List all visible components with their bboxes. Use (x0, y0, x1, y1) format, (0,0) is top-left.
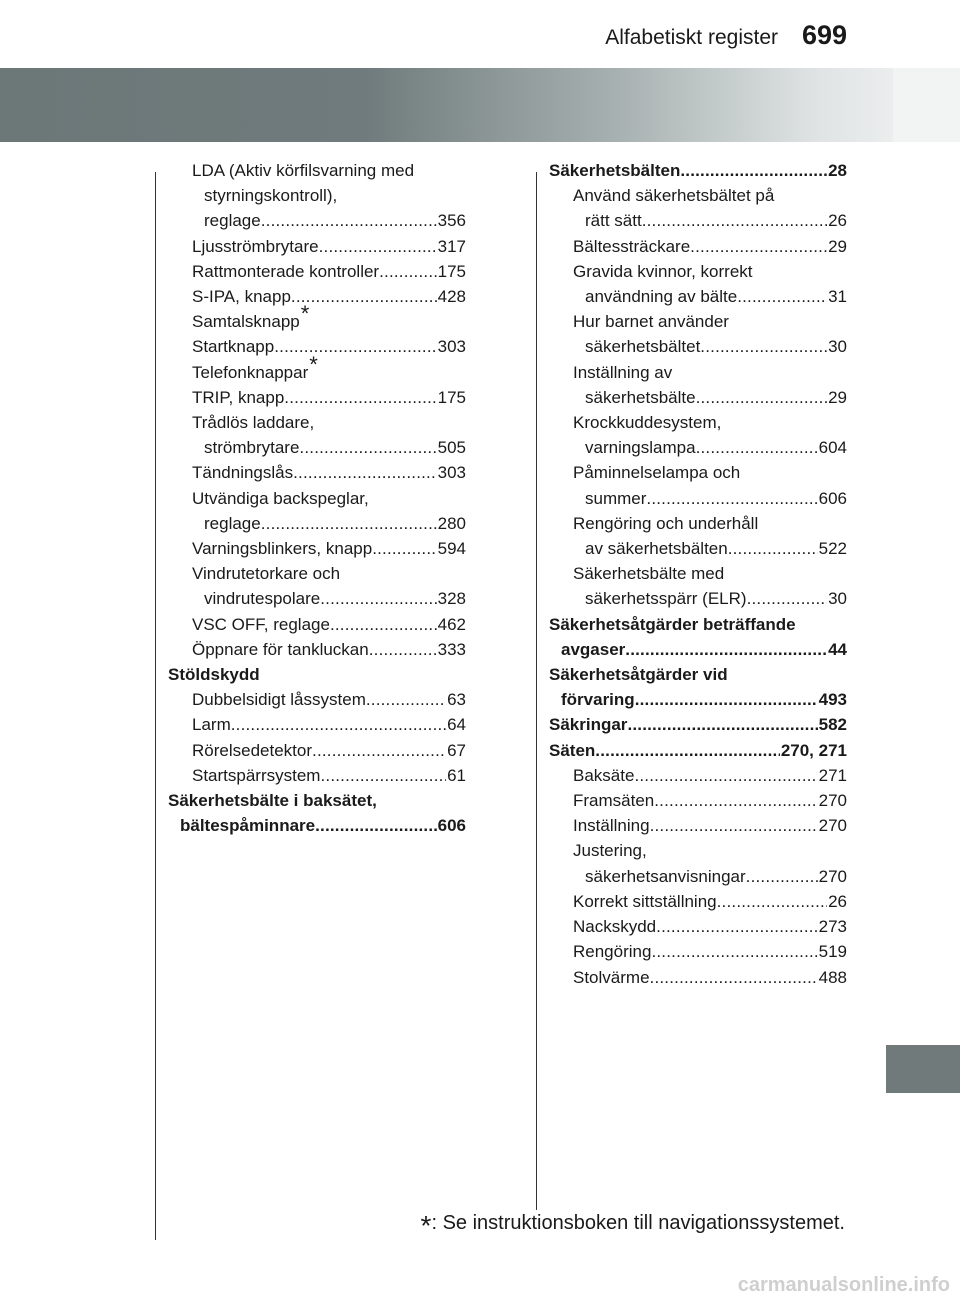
dot-leader (274, 334, 436, 359)
dot-leader (372, 536, 436, 561)
footnote-marker: * (309, 351, 318, 377)
index-page-ref: 44 (828, 639, 847, 659)
index-entry-text: LDA (Aktiv körfilsvarning med (192, 161, 415, 180)
index-entry-oppn (168, 637, 466, 662)
index-entry-text: Rengöring (573, 942, 652, 962)
index-page-ref: 67 (447, 740, 466, 760)
index-entry-ljus (168, 234, 466, 259)
index-entry-dubb (168, 687, 466, 712)
page-title: Alfabetiskt register (605, 26, 778, 49)
dot-leader (319, 234, 437, 259)
footnote-star: * (420, 1210, 432, 1241)
index-entry-text: Trådlös laddare, (192, 413, 315, 433)
dot-leader (320, 763, 446, 788)
dot-leader (293, 460, 437, 485)
index-page-ref: 270 (818, 816, 847, 836)
dot-leader (595, 738, 780, 763)
index-page-ref: 64 (447, 715, 466, 735)
index-page-ref: 61 (447, 765, 466, 785)
index-entry-text: Säkringar (549, 715, 628, 735)
index-entry-text: Samtalsknapp (192, 312, 300, 332)
index-entry-text: av säkerhetsbälten (585, 539, 728, 559)
index-entry-text: summer (585, 488, 647, 508)
index-entry-text: rätt sätt (585, 211, 642, 231)
index-entry-text: Gravida kvinnor, korrekt (573, 261, 753, 281)
index-page-ref: 303 (437, 337, 466, 357)
index-page-ref: 31 (828, 287, 847, 307)
index-entry-text: Rörelsedetektor (192, 740, 313, 760)
index-entry-text: Stöldskydd (168, 665, 260, 685)
index-page-ref: 428 (437, 287, 466, 307)
index-column-left (168, 158, 466, 838)
index-entry-pamin (549, 460, 847, 510)
index-entry-text: Påminnelselampa och (573, 463, 741, 483)
index-entry-text: Säkerhetsåtgärder vid (549, 665, 728, 685)
index-entry-text: säkerhetsanvisningar (585, 866, 746, 886)
dot-leader (261, 511, 437, 536)
index-page-ref: 280 (437, 513, 466, 533)
index-column-right (549, 158, 847, 990)
index-entry-sakbak (168, 788, 466, 838)
index-page-ref: 356 (437, 211, 466, 231)
dot-leader (625, 637, 827, 662)
index-entry-sakatg1 (549, 612, 847, 662)
index-entry-startsp (168, 763, 466, 788)
index-entry-text: reglage (204, 513, 261, 533)
column-divider-rule (536, 172, 537, 1210)
index-page-ref: 29 (828, 236, 847, 256)
index-entry-sipa (168, 284, 466, 309)
index-entry-text: styrningskontroll), (204, 186, 338, 206)
index-page-ref: 175 (437, 261, 466, 281)
dot-leader (650, 965, 818, 990)
index-entry-text: Öppnare för tankluckan (192, 639, 369, 659)
dot-leader (642, 208, 827, 233)
index-entry-text: Korrekt sittställning (573, 891, 717, 911)
index-page-ref: 519 (818, 942, 847, 962)
dot-leader (320, 586, 436, 611)
index-entry-text: VSC OFF, reglage (192, 614, 330, 634)
index-page-ref: 303 (437, 463, 466, 483)
index-entry-stol (549, 965, 847, 990)
index-entry-frams (549, 788, 847, 813)
index-entry-anvand (549, 183, 847, 233)
dot-leader (747, 586, 828, 611)
dot-leader (654, 788, 817, 813)
index-entry-text: vindrutespolare (204, 589, 321, 609)
index-page-ref: 488 (818, 967, 847, 987)
index-entry-hurbarn (549, 309, 847, 359)
index-page-ref: 175 (437, 387, 466, 407)
index-entry-lda (168, 158, 466, 234)
header-banner (0, 68, 960, 142)
index-entry-text: Baksäte (573, 765, 635, 785)
index-entry-text: Bältessträckare (573, 236, 691, 256)
index-entry-text: Säkerhetsåtgärder beträffande (549, 614, 796, 634)
dot-leader (728, 536, 818, 561)
index-entry-vsc (168, 612, 466, 637)
index-entry-text: bältespåminnare (180, 816, 316, 836)
index-entry-text: Inställning (573, 816, 650, 836)
index-page-ref: 462 (437, 614, 466, 634)
index-page-ref: 28 (828, 161, 847, 180)
index-entry-trip (168, 385, 466, 410)
index-page-ref: 270, 271 (780, 740, 847, 760)
index-entry-ratt (168, 259, 466, 284)
index-entry-install (549, 360, 847, 410)
index-entry-varn (168, 536, 466, 561)
index-entry-text: Rattmonterade kontroller (192, 261, 380, 281)
index-entry-text: Säkerhetsbälte i baksätet, (168, 791, 377, 811)
index-entry-gravida (549, 259, 847, 309)
dot-leader (680, 158, 827, 183)
index-entry-text: Stolvärme (573, 967, 650, 987)
index-entry-sakr (549, 712, 847, 737)
dot-leader (635, 687, 818, 712)
index-entry-larm (168, 712, 466, 737)
index-page-ref: 270 (818, 866, 847, 886)
index-entry-text: Justering, (573, 841, 647, 861)
index-entry-text: säkerhetsspärr (ELR) (585, 589, 747, 609)
footnote-text: : Se instruktionsboken till navigationssystemet. (431, 1212, 845, 1234)
index-page-ref: 30 (828, 589, 847, 609)
index-entry-text: Larm (192, 715, 231, 735)
index-entry-reng (549, 511, 847, 561)
index-entry-utv (168, 486, 466, 536)
index-entry-instal2 (549, 813, 847, 838)
footnote (0, 1204, 845, 1241)
index-entry-text: Vindrutetorkare och (192, 564, 341, 584)
dot-leader (690, 234, 827, 259)
index-entry-text: Inställning av (573, 362, 673, 382)
index-entry-text: S-IPA, knapp (192, 287, 291, 307)
index-entry-tradlos (168, 410, 466, 460)
dot-leader (379, 259, 437, 284)
index-page-ref: 505 (437, 438, 466, 458)
index-entry-text: Framsäten (573, 791, 655, 811)
index-entry-sakbal (549, 158, 847, 183)
index-entry-text: Startspärrsystem (192, 765, 321, 785)
index-entry-korr (549, 889, 847, 914)
index-entry-text: Telefonknappar (192, 362, 309, 382)
index-page-ref: 606 (818, 488, 847, 508)
index-entry-text: Säkerhetsbälte med (573, 564, 725, 584)
dot-leader (696, 435, 818, 460)
index-page-ref: 271 (818, 765, 847, 785)
index-entry-baks (549, 763, 847, 788)
dot-leader (291, 284, 437, 309)
dot-leader (634, 763, 817, 788)
index-entry-text: Utvändiga backspeglar, (192, 488, 369, 508)
index-entry-text: Använd säkerhetsbältet på (573, 186, 775, 206)
index-entry-sakatg2 (549, 662, 847, 712)
dot-leader (315, 813, 437, 838)
index-entry-text: TRIP, knapp (192, 387, 285, 407)
dot-leader (231, 712, 446, 737)
index-page-ref: 604 (818, 438, 847, 458)
index-entry-baltes (549, 234, 847, 259)
dot-leader (299, 435, 436, 460)
index-entry-nack (549, 914, 847, 939)
dot-leader (312, 738, 446, 763)
index-page-ref: 29 (828, 387, 847, 407)
index-entry-text: säkerhetsbältet (585, 337, 701, 357)
index-entry-text: Tändningslås (192, 463, 294, 483)
index-entry-text: användning av bälte (585, 287, 738, 307)
index-entry-reng2 (549, 939, 847, 964)
index-page-ref: 594 (437, 539, 466, 559)
index-entry-text: Ljusströmbrytare (192, 236, 319, 256)
index-page-ref: 522 (818, 539, 847, 559)
index-entry-krock (549, 410, 847, 460)
footnote-marker: * (300, 301, 310, 327)
index-entry-text: varningslampa (585, 438, 696, 458)
header-banner-tab (893, 68, 960, 142)
index-entry-text: strömbrytare (204, 438, 300, 458)
index-entry-text: Dubbelsidigt låssystem (192, 690, 366, 710)
dot-leader (656, 914, 817, 939)
index-entry-just (549, 838, 847, 888)
index-entry-rorel (168, 738, 466, 763)
index-entry-tand (168, 460, 466, 485)
index-entry-stold (168, 662, 466, 687)
index-entry-text: Nackskydd (573, 917, 657, 937)
index-page-ref: 30 (828, 337, 847, 357)
watermark: carmanualsonline.info (737, 1274, 950, 1296)
index-entry-tele (168, 351, 466, 385)
index-page-ref: 317 (437, 236, 466, 256)
index-page-ref: 333 (437, 639, 466, 659)
index-entry-text: förvaring (561, 690, 635, 710)
index-page-ref: 63 (447, 690, 466, 710)
index-entry-text: reglage (204, 211, 261, 231)
index-page-ref: 606 (437, 816, 466, 836)
dot-leader (737, 284, 827, 309)
dot-leader (284, 385, 436, 410)
index-entry-text: Säten (549, 740, 596, 760)
dot-leader (369, 637, 437, 662)
index-entry-text: Varningsblinkers, knapp (192, 539, 373, 559)
dot-leader (261, 208, 437, 233)
index-entry-vindr (168, 561, 466, 611)
dot-leader (700, 334, 827, 359)
section-thumb-tab (886, 1045, 960, 1093)
index-entry-text: avgaser (561, 639, 626, 659)
index-page-ref: 26 (828, 891, 847, 911)
index-entry-text: säkerhetsbälte (585, 387, 696, 407)
index-entry-text: Hur barnet använder (573, 312, 729, 332)
index-entry-sakmed (549, 561, 847, 611)
dot-leader (646, 486, 817, 511)
dot-leader (366, 687, 446, 712)
dot-leader (717, 889, 827, 914)
index-entry-saten (549, 738, 847, 763)
dot-leader (330, 612, 437, 637)
dot-leader (696, 385, 828, 410)
dot-leader (651, 939, 817, 964)
dot-leader (627, 712, 817, 737)
left-column-rule (155, 172, 156, 1240)
index-entry-text: Rengöring och underhåll (573, 513, 759, 533)
dot-leader (650, 813, 818, 838)
index-entry-samtal (168, 301, 466, 334)
index-entry-text: Säkerhetsbälten (549, 161, 681, 180)
index-page-ref: 582 (818, 715, 847, 735)
dot-leader (746, 864, 818, 889)
index-page-ref: 273 (818, 917, 847, 937)
index-entry-text: Krockkuddesystem, (573, 413, 722, 433)
index-page-ref: 270 (818, 791, 847, 811)
page-number: 699 (802, 20, 848, 50)
index-entry-text: Startknapp (192, 337, 275, 357)
index-page-ref: 328 (437, 589, 466, 609)
index-page-ref: 493 (818, 690, 847, 710)
index-page-ref: 26 (828, 211, 847, 231)
